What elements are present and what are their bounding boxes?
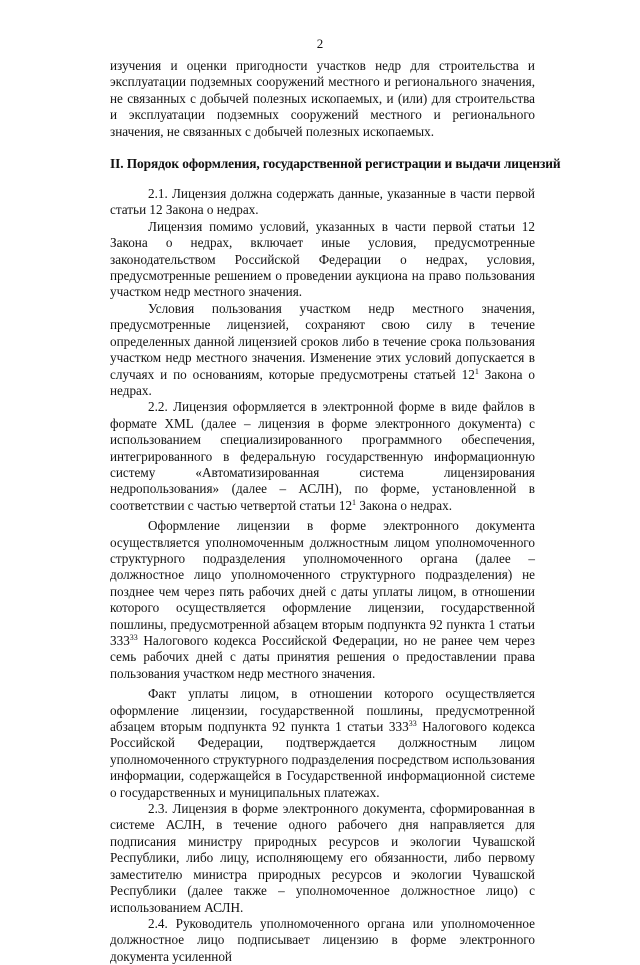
paragraph-text: Оформление лицензии в форме электронного документа осуществляется уполномоченным должностным лицом уполномоченного структурного подразделения уполномоченного органа (далее – должностное лицо уполномоченного структурного подразделения) не позднее чем через пять рабочих дней с даты уплаты лицом, в отношении которого осуществляется оформление лицензии, государственной пошлины, предусмотренной абзацем вторым подпункта 92 пункта 1 статьи 333 — [110, 518, 535, 648]
paragraph-2-1: 2.1. Лицензия должна содержать данные, указанные в части первой статьи 12 Закона о недрах. — [110, 186, 535, 218]
paragraph-text: Закона о недрах. — [356, 497, 453, 513]
document-body — [110, 58, 561, 965]
page-number: 2 — [316, 36, 324, 51]
paragraph-text: Условия пользования участком недр местного значения, предусмотренные лицензией, сохраняют свою силу в течение определенных данной лицензией сроков либо в течение срока пользования участком недр местного значения. Изменение этих условий допускается в случаях и по основаниям, которые предусмотрены статьей 12 — [110, 300, 535, 382]
paragraph-2-3: 2.3. Лицензия в форме электронного документа, сформированная в системе АСЛН, в течение одного рабочего дня направляется для подписания министру природных ресурсов и экологии Чувашской Республики, либо лицу, исполняющему его обязанности, либо первому заместителю министра природных ресурсов и экологии Чувашской Республики (далее также – уполномоченное должностное лицо) с использованием АСЛН. — [110, 801, 535, 915]
paragraph-text: Налогового кодекса Российской Федерации, но не ранее чем через семь рабочих дней с даты принятия решения о предоставлении права пользования участком недр местного значения. — [110, 633, 535, 681]
paragraph-text: 2.2. Лицензия оформляется в электронной форме в виде файлов в формате XML (далее – лицензия в форме электронного документа) с использованием специализированного программного обеспечения, интегрированного в федеральную государственную информационную систему «Автоматизированная система лицензирования недропользования» (далее – АСЛН), по форме, установленной в соответствии с частью четвертой статьи 12 — [110, 399, 535, 513]
paragraph-text: Закона о недрах. — [110, 366, 536, 398]
superscript: 33 — [408, 719, 417, 729]
paragraph-2-2 — [110, 399, 535, 514]
paragraph-text: Налогового кодекса Российской Федерации, подтверждается должностным лицом уполномоченного структурного подразделения посредством использования информации, содержащейся в Государственной информационной системе о государственных и муниципальных платежах. — [110, 719, 535, 800]
paragraph-2-2-payment — [110, 686, 535, 801]
paragraph-2-2-formalization — [110, 518, 535, 682]
intro-paragraph: изучения и оценки пригодности участков недр для строительства и эксплуатации подземных сооружений местного и регионального значения, не связанных с добычей полезных ископаемых, и (или) для строительства и эксплуатации подземных сооружений местного и регионального значения, не связанных с добычей полезных ископаемых. — [110, 58, 535, 139]
section-heading: II. Порядок оформления, государственной регистрации и выдачи лицензий — [110, 156, 561, 172]
paragraph-2-1-terms — [110, 301, 535, 399]
superscript: 1 — [352, 497, 357, 507]
paragraph-2-4: 2.4. Руководитель уполномоченного органа или уполномоченное должностное лицо подписывает лицензию в форме электронного документа усиленной — [110, 915, 535, 964]
paragraph-2-1-conditions: Лицензия помимо условий, указанных в части первой статьи 12 Закона о недрах, включает иные условия, предусмотренные законодательством Российской Федерации о недрах, условия, предусмотренные решением о проведении аукциона на право пользования участком недр местного значения. — [110, 218, 535, 300]
superscript: 1 — [474, 366, 479, 376]
paragraph-text: Факт уплаты лицом, в отношении которого осуществляется оформление лицензии, государственной пошлины, предусмотренной абзацем вторым подпункта 92 пункта 1 статьи 333 — [110, 686, 535, 735]
superscript: 33 — [129, 633, 138, 642]
